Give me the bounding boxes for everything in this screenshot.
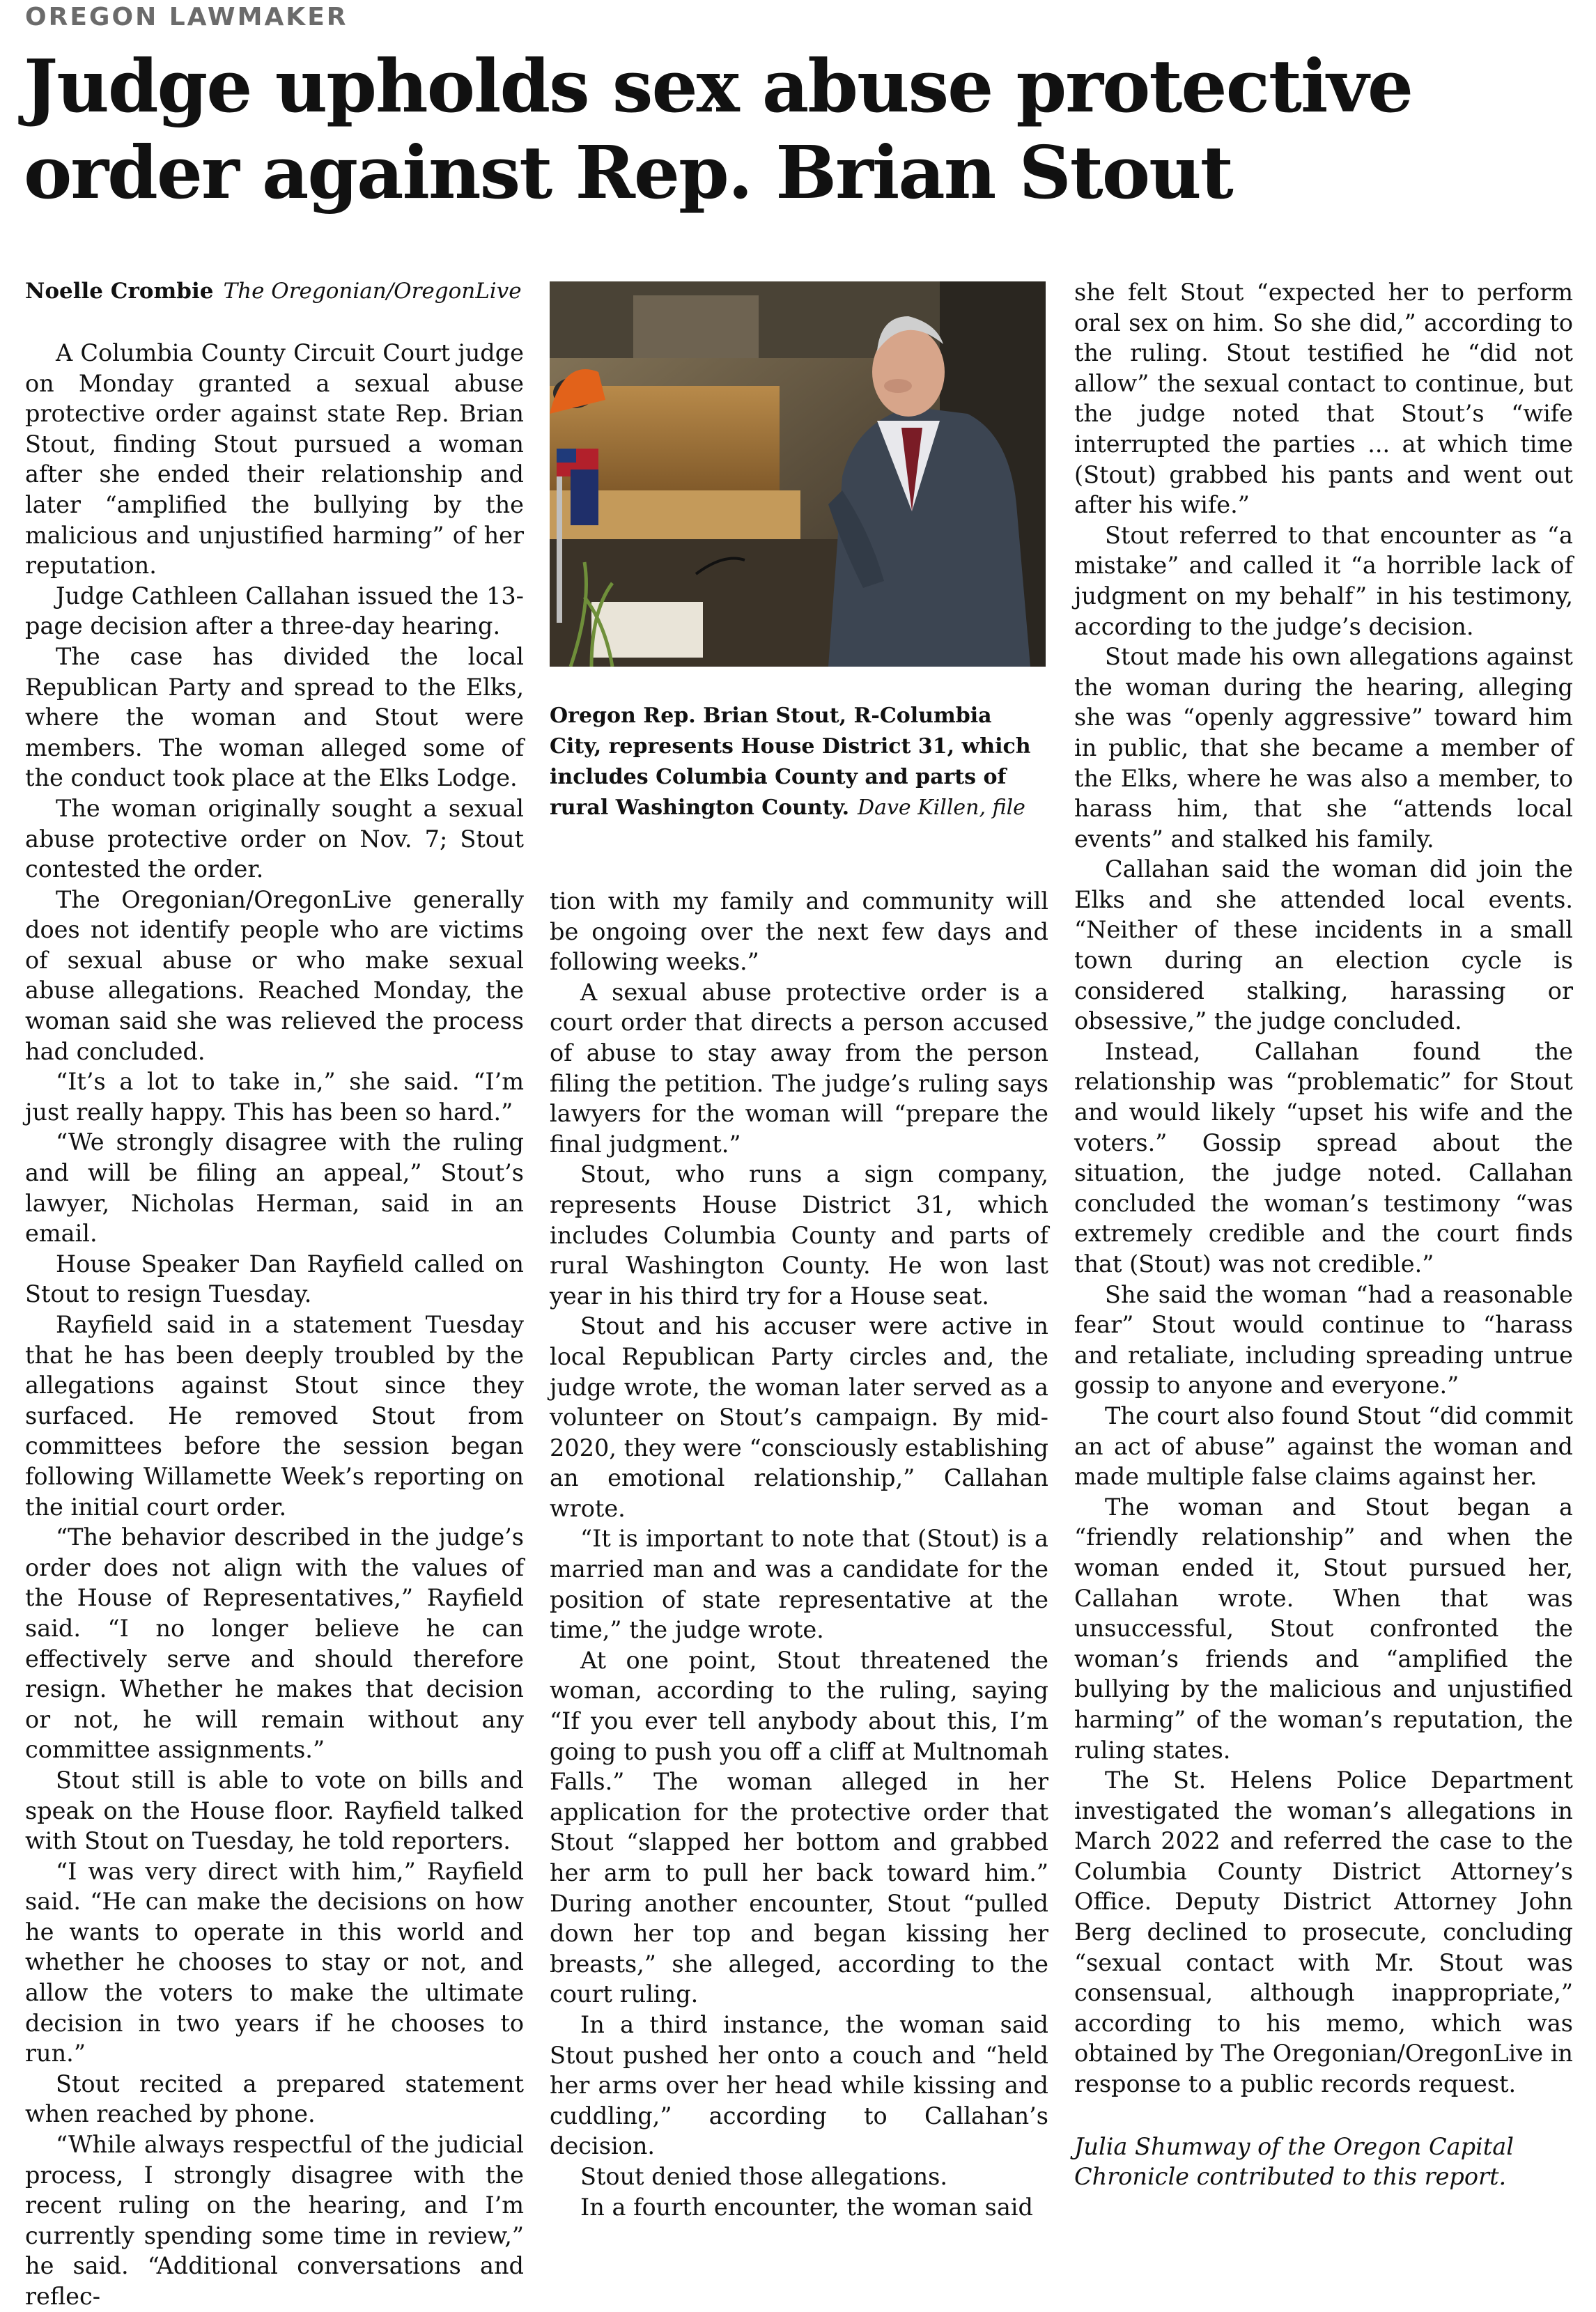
paragraph: Instead, Callahan found the relationship was “problematic” for Stout and would likely “upset his wife and the voters.” Gossip spread about the situation, the judge noted. Callahan concluded the woman’s testimony “was extremely credible and the court finds that (Stout) was not credible.” (1074, 1037, 1573, 1278)
paragraph: Judge Cathleen Callahan issued the 13-page decision after a three-day hearing. (25, 582, 524, 640)
byline (25, 277, 522, 305)
paragraph: The St. Helens Police Department investigated the woman’s allegations in March 2022 and referred the case to the Columbia County District Attorney’s Office. Deputy District Attorney John Berg declined to prosecute, concluding “sexual contact with Mr. Stout was consensual, although inappropriate,” according to his memo, which was obtained by The Oregonian/OregonLive in response to a public records request. (1074, 1767, 1573, 2098)
paragraph: The case has divided the local Republican Party and spread to the Elks, where the woman and Stout were members. The woman alleged some of the conduct took place at the Elks Lodge. (25, 642, 524, 792)
paragraph: House Speaker Dan Rayfield called on Stout to resign Tuesday. (25, 1250, 524, 1308)
paragraph: The Oregonian/OregonLive generally does not identify people who are victims of sexual abuse or who make sexual abuse allegations. Reached Monday, the woman said she was relieved the process had concluded. (25, 885, 524, 1065)
paragraph: “While always respectful of the judicial process, I strongly disagree with the recent ruling on the hearing, and I’m currently spending some time in review,” he said. “Additional conversations and reflec- (25, 2131, 524, 2310)
paragraph: In a third instance, the woman said Stout pushed her onto a couch and “held her arms over her head while kissing and cuddling,” according to Callahan’s decision. (550, 2010, 1048, 2160)
contributor-note: Julia Shumway of the Oregon Capital Chronicle contributed to this report. (1074, 2132, 1514, 2191)
article-photo (550, 281, 1046, 667)
paragraph: The woman and Stout began a “friendly relationship” and when the woman ended it, Stout pursued her, Callahan wrote. When that was unsuccessful, Stout confronted the woman’s friends and “amplified the bullying by the malicious and unjustified harming” of the woman’s reputation, the ruling states. (1074, 1493, 1573, 1764)
photo-credit: Dave Killen, file (858, 796, 1025, 820)
paragraph: Stout referred to that encounter as “a mistake” and called it “a horrible lack of judgment on my behalf” in his testimony, according to the judge’s decision. (1074, 521, 1573, 640)
paragraph: “I was very direct with him,” Rayfield said. “He can make the decisions on how he wants to operate in this world and whether he chooses to stay or not, and allow the voters to make the ultimate decision in two years if he chooses to run.” (25, 1857, 524, 2067)
paragraph: Stout and his accuser were active in local Republican Party circles and, the judge wrote, the woman later served as a volunteer on Stout’s campaign. By mid-2020, they were “consciously establishing an emotional relationship,” Callahan wrote. (550, 1312, 1048, 1522)
article-column-2 (550, 886, 1048, 2222)
photo-illustration (550, 281, 1046, 667)
photo-caption (550, 701, 1048, 823)
paragraph: Stout, who runs a sign company, represents House District 31, which includes Columbia County and parts of rural Washington County. He won last year in his third try for a House seat. (550, 1161, 1048, 1310)
paragraph: “It’s a lot to take in,” she said. “I’m just really happy. This has been so hard.” (25, 1068, 524, 1126)
paragraph: In a fourth encounter, the woman said (580, 2193, 1033, 2221)
paragraph: A Columbia County Circuit Court judge on Monday granted a sexual abuse protective order against state Rep. Brian Stout, finding Stout pursued a woman after she ended their relationship and later “amplified the bullying by the malicious and unjustified harming” of her reputation. (25, 339, 524, 580)
paragraph: “It is important to note that (Stout) is a married man and was a candidate for the position of state representative at the time,” the judge wrote. (550, 1525, 1048, 1644)
paragraph: she felt Stout “expected her to perform oral sex on him. So she did,” according to the ruling. Stout testified he “did not allow” the sexual contact to continue, but the judge noted that Stout’s “wife interrupted the parties ... at which time (Stout) grabbed his pants and went out after his wife.” (1074, 279, 1573, 519)
paragraph: She said the woman “had a reasonable fear” Stout would continue to “harass and retaliate, including spreading untrue gossip to anyone and everyone.” (1074, 1280, 1573, 1399)
paragraph: Callahan said the woman did join the Elks and she attended local events. “Neither of these incidents in a small town during an election cycle is considered stalking, harassing or obsessive,” the judge concluded. (1074, 855, 1573, 1035)
paragraph: Stout still is able to vote on bills and speak on the House floor. Rayfield talked with Stout on Tuesday, he told reporters. (25, 1766, 524, 1855)
paragraph: Stout recited a prepared statement when reached by phone. (25, 2070, 524, 2128)
byline-author: Noelle Crombie (25, 279, 214, 304)
paragraph: The court also found Stout “did commit an act of abuse” against the woman and made multiple false claims against her. (1074, 1402, 1573, 1491)
paragraph: Rayfield said in a statement Tuesday that he has been deeply troubled by the allegations against Stout since they surfaced. He removed Stout from committees before the session began following Willamette Week’s reporting on the initial court order. (25, 1311, 524, 1521)
photo-caption-text: Oregon Rep. Brian Stout, R-Columbia City, represents House District 31, which includes Columbia County and parts of rural Washington County. (550, 704, 1031, 820)
paragraph: tion with my family and community will be ongoing over the next few days and following weeks.” (550, 887, 1048, 976)
article-column-1 (25, 338, 524, 2312)
paragraph: Stout made his own allegations against the woman during the hearing, alleging she was “openly aggressive” toward him in public, that she became a member of the Elks, where he was also a member, to harass him, that she “attends local events” and stalked his family. (1074, 643, 1573, 853)
paragraph: “We strongly disagree with the ruling and will be filing an appeal,” Stout’s lawyer, Nicholas Herman, said in an email. (25, 1128, 524, 1248)
section-label: OREGON LAWMAKER (25, 3, 348, 31)
paragraph: The woman originally sought a sexual abuse protective order on Nov. 7; Stout contested the order. (25, 794, 524, 883)
paragraph: At one point, Stout threatened the woman, according to the ruling, saying “If you ever tell anybody about this, I’m going to push you off a cliff at Multnomah Falls.” The woman alleged in her application for the protective order that Stout “slapped her bottom and grabbed her arm to pull her back toward him.” During another encounter, Stout “pulled down her top and began kissing her breasts,” she alleged, according to the court ruling. (550, 1646, 1048, 2008)
headline: Judge upholds sex abuse protective order against Rep. Brian Stout (24, 43, 1413, 215)
paragraph: “The behavior described in the judge’s order does not align with the values of the House of Representatives,” Rayfield said. “I no longer believe he can effectively serve and should therefore resign. Whether he makes that decision or not, he will remain without any committee assignments.” (25, 1523, 524, 1764)
byline-outlet: The Oregonian/OregonLive (223, 279, 522, 304)
paragraph: Stout denied those allegations. (580, 2162, 948, 2190)
paragraph: A sexual abuse protective order is a court order that directs a person accused of abuse to stay away from the person filing the petition. The judge’s ruling says lawyers for the woman will “prepare the final judgment.” (550, 978, 1048, 1158)
article-column-3 (1074, 277, 1573, 2192)
